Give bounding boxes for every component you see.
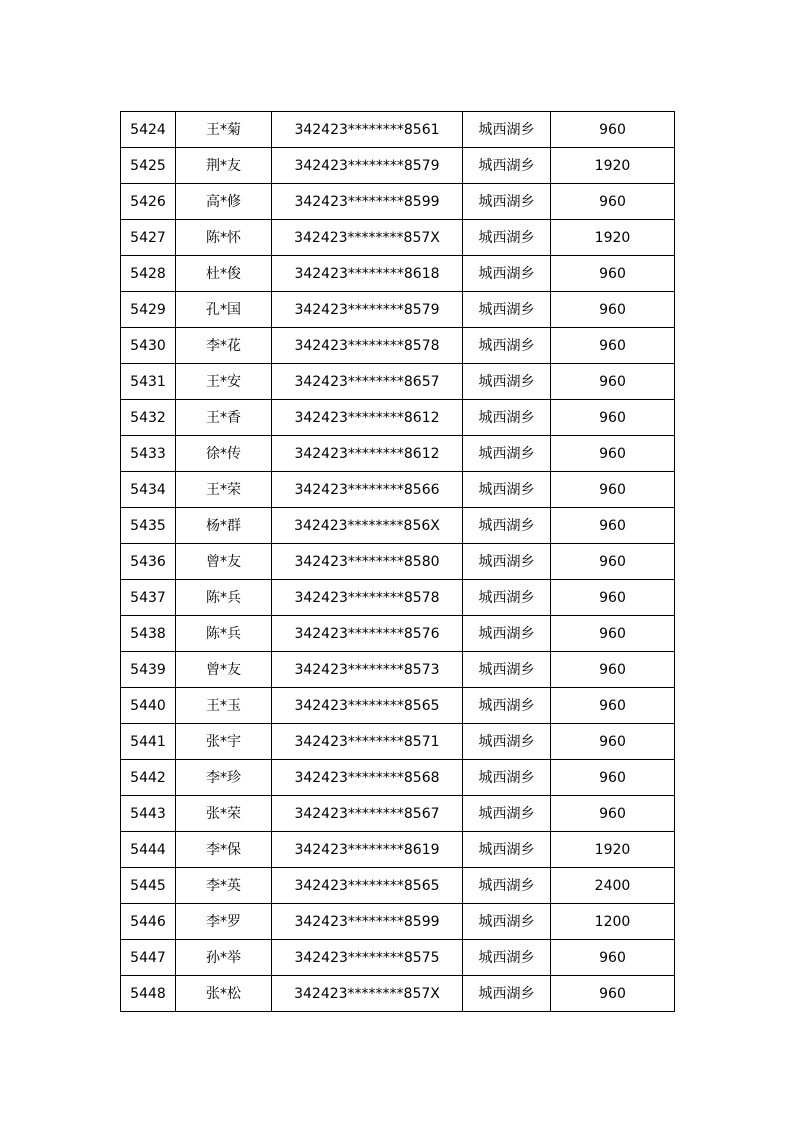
township-cell: 城西湖乡 [463,544,551,580]
township-cell: 城西湖乡 [463,796,551,832]
amount-cell: 960 [551,616,675,652]
name-cell: 陈*怀 [176,220,272,256]
id-number-cell: 342423********8578 [272,580,463,616]
table-row [121,904,675,940]
row-number-cell: 5446 [121,904,176,940]
id-number-cell: 342423********8565 [272,868,463,904]
name-cell: 张*宇 [176,724,272,760]
table-row [121,112,675,148]
row-number-cell: 5427 [121,220,176,256]
name-cell: 李*保 [176,832,272,868]
township-cell: 城西湖乡 [463,580,551,616]
row-number-cell: 5436 [121,544,176,580]
township-cell: 城西湖乡 [463,400,551,436]
id-number-cell: 342423********8599 [272,904,463,940]
name-cell: 陈*兵 [176,580,272,616]
id-number-cell: 342423********856X [272,508,463,544]
table-row [121,184,675,220]
township-cell: 城西湖乡 [463,148,551,184]
row-number-cell: 5426 [121,184,176,220]
name-cell: 孔*国 [176,292,272,328]
row-number-cell: 5425 [121,148,176,184]
id-number-cell: 342423********8580 [272,544,463,580]
row-number-cell: 5424 [121,112,176,148]
name-cell: 王*菊 [176,112,272,148]
row-number-cell: 5438 [121,616,176,652]
amount-cell: 960 [551,364,675,400]
table-row [121,760,675,796]
name-cell: 王*玉 [176,688,272,724]
township-cell: 城西湖乡 [463,868,551,904]
township-cell: 城西湖乡 [463,292,551,328]
table-row [121,544,675,580]
name-cell: 曾*友 [176,652,272,688]
amount-cell: 960 [551,652,675,688]
table-row [121,328,675,364]
row-number-cell: 5437 [121,580,176,616]
township-cell: 城西湖乡 [463,256,551,292]
id-number-cell: 342423********8561 [272,112,463,148]
row-number-cell: 5442 [121,760,176,796]
table-row [121,652,675,688]
amount-cell: 960 [551,292,675,328]
table-row [121,724,675,760]
row-number-cell: 5435 [121,508,176,544]
township-cell: 城西湖乡 [463,364,551,400]
amount-cell: 960 [551,508,675,544]
township-cell: 城西湖乡 [463,652,551,688]
table-row [121,256,675,292]
name-cell: 荆*友 [176,148,272,184]
table-row [121,436,675,472]
table-row [121,976,675,1012]
row-number-cell: 5433 [121,436,176,472]
table-row [121,220,675,256]
table-row [121,688,675,724]
row-number-cell: 5431 [121,364,176,400]
table-row [121,148,675,184]
amount-cell: 960 [551,940,675,976]
id-number-cell: 342423********8568 [272,760,463,796]
table-row [121,832,675,868]
amount-cell: 1920 [551,832,675,868]
amount-cell: 960 [551,580,675,616]
township-cell: 城西湖乡 [463,112,551,148]
row-number-cell: 5428 [121,256,176,292]
row-number-cell: 5429 [121,292,176,328]
amount-cell: 1920 [551,220,675,256]
name-cell: 陈*兵 [176,616,272,652]
township-cell: 城西湖乡 [463,220,551,256]
table-row [121,508,675,544]
amount-cell: 960 [551,760,675,796]
amount-cell: 960 [551,688,675,724]
name-cell: 杨*群 [176,508,272,544]
row-number-cell: 5440 [121,688,176,724]
row-number-cell: 5445 [121,868,176,904]
township-cell: 城西湖乡 [463,688,551,724]
name-cell: 李*珍 [176,760,272,796]
amount-cell: 960 [551,544,675,580]
id-number-cell: 342423********8571 [272,724,463,760]
table-row [121,472,675,508]
name-cell: 李*花 [176,328,272,364]
row-number-cell: 5447 [121,940,176,976]
township-cell: 城西湖乡 [463,508,551,544]
table-row [121,580,675,616]
township-cell: 城西湖乡 [463,940,551,976]
name-cell: 高*修 [176,184,272,220]
row-number-cell: 5439 [121,652,176,688]
table-row [121,616,675,652]
township-cell: 城西湖乡 [463,328,551,364]
table-body [121,112,675,1012]
township-cell: 城西湖乡 [463,616,551,652]
amount-cell: 960 [551,472,675,508]
subsidy-table [120,111,675,1012]
row-number-cell: 5441 [121,724,176,760]
row-number-cell: 5432 [121,400,176,436]
id-number-cell: 342423********8573 [272,652,463,688]
id-number-cell: 342423********8599 [272,184,463,220]
township-cell: 城西湖乡 [463,904,551,940]
amount-cell: 1920 [551,148,675,184]
township-cell: 城西湖乡 [463,184,551,220]
id-number-cell: 342423********8579 [272,148,463,184]
row-number-cell: 5444 [121,832,176,868]
name-cell: 孙*举 [176,940,272,976]
id-number-cell: 342423********857X [272,220,463,256]
id-number-cell: 342423********8575 [272,940,463,976]
name-cell: 杜*俊 [176,256,272,292]
id-number-cell: 342423********8612 [272,436,463,472]
amount-cell: 1200 [551,904,675,940]
township-cell: 城西湖乡 [463,724,551,760]
name-cell: 张*松 [176,976,272,1012]
name-cell: 张*荣 [176,796,272,832]
amount-cell: 960 [551,796,675,832]
id-number-cell: 342423********8657 [272,364,463,400]
name-cell: 李*英 [176,868,272,904]
township-cell: 城西湖乡 [463,832,551,868]
id-number-cell: 342423********8565 [272,688,463,724]
amount-cell: 960 [551,976,675,1012]
amount-cell: 960 [551,436,675,472]
amount-cell: 960 [551,328,675,364]
row-number-cell: 5434 [121,472,176,508]
name-cell: 王*荣 [176,472,272,508]
amount-cell: 960 [551,256,675,292]
id-number-cell: 342423********8578 [272,328,463,364]
township-cell: 城西湖乡 [463,760,551,796]
id-number-cell: 342423********8579 [272,292,463,328]
id-number-cell: 342423********8576 [272,616,463,652]
amount-cell: 960 [551,724,675,760]
id-number-cell: 342423********857X [272,976,463,1012]
table-row [121,292,675,328]
township-cell: 城西湖乡 [463,436,551,472]
township-cell: 城西湖乡 [463,976,551,1012]
row-number-cell: 5448 [121,976,176,1012]
table-row [121,868,675,904]
id-number-cell: 342423********8618 [272,256,463,292]
name-cell: 王*安 [176,364,272,400]
table-row [121,940,675,976]
name-cell: 王*香 [176,400,272,436]
table-row [121,364,675,400]
township-cell: 城西湖乡 [463,472,551,508]
id-number-cell: 342423********8566 [272,472,463,508]
amount-cell: 960 [551,400,675,436]
amount-cell: 2400 [551,868,675,904]
name-cell: 徐*传 [176,436,272,472]
table-row [121,400,675,436]
id-number-cell: 342423********8567 [272,796,463,832]
name-cell: 李*罗 [176,904,272,940]
table-row [121,796,675,832]
name-cell: 曾*友 [176,544,272,580]
row-number-cell: 5430 [121,328,176,364]
row-number-cell: 5443 [121,796,176,832]
amount-cell: 960 [551,184,675,220]
id-number-cell: 342423********8612 [272,400,463,436]
amount-cell: 960 [551,112,675,148]
id-number-cell: 342423********8619 [272,832,463,868]
